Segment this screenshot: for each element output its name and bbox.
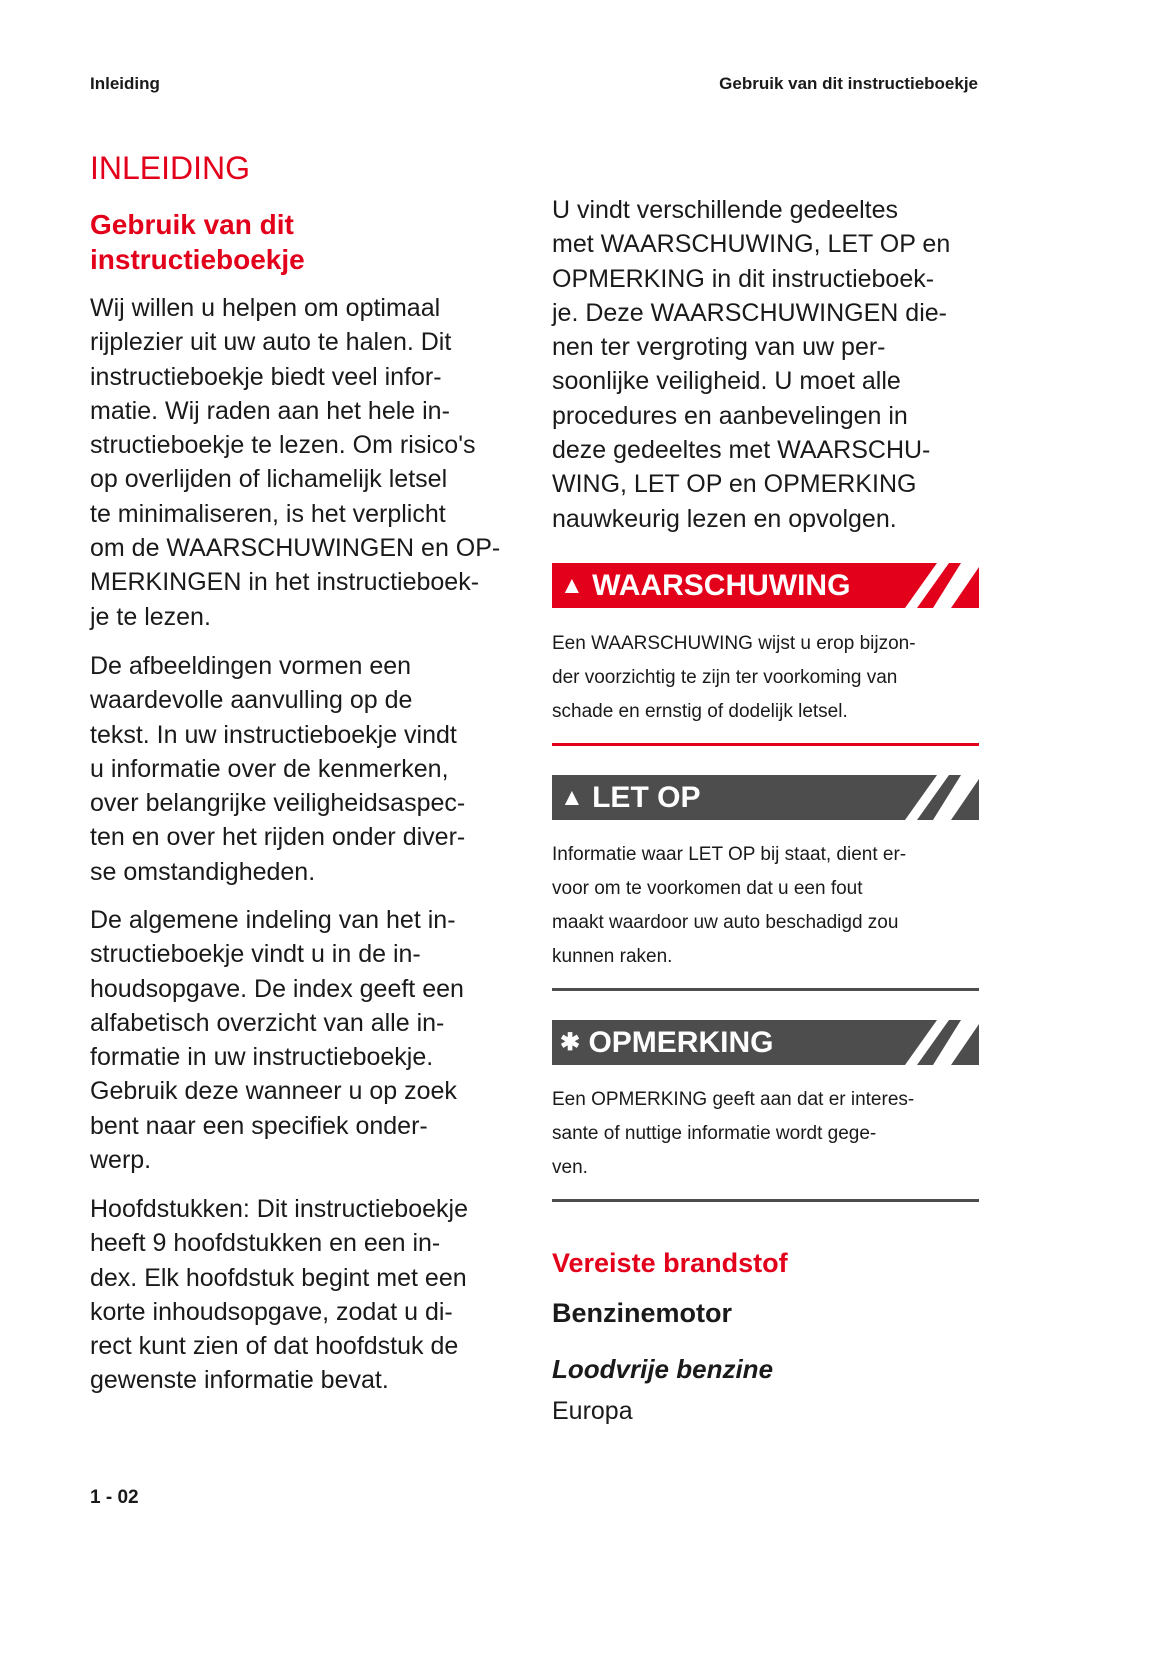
paragraph: De afbeeldingen vormen een waardevolle aanvulling op de tekst. In uw instructieboekje vindt u informatie over de kenmerken, over belangrijke veiligheidsaspec- ten en over het rijden onder diver- se omstandigheden. [90, 652, 466, 886]
paragraph: De algemene indeling van het in- structieboekje vindt u in de in- houdsopgave. De index geeft een alfabetisch overzicht van alle in- formatie in uw instructieboekje. Gebruik deze wanneer u op zoek bent naar een specifiek onder- werp. [90, 906, 464, 1175]
chapter-title: INLEIDING [90, 150, 251, 186]
engine-heading: Benzinemotor [552, 1298, 733, 1328]
caution-triangle-icon: ▲ [560, 784, 584, 811]
paragraph: Wij willen u helpen om optimaal rijplezier uit uw auto te halen. Dit instructieboekje biedt veel infor- matie. Wij raden aan het hele in- structieboekje te lezen. Om risico's op overlijden of lichamelijk letsel te minimaliseren, is het verplicht om de WAARSCHUWINGEN en OP- MERKINGEN in het instructieboek- je te lezen. [90, 294, 501, 631]
fuel-heading: Vereiste brandstof [552, 1248, 788, 1278]
note-text: Een OPMERKING geeft aan dat er interes- sante of nuttige informatie wordt gege- ven. [552, 1089, 915, 1178]
running-header-right: Gebruik van dit instructieboekje [719, 74, 978, 93]
divider [552, 743, 979, 746]
banner-label: WAARSCHUWING [592, 569, 851, 602]
note-banner [552, 1020, 979, 1065]
running-header-left: Inleiding [90, 74, 160, 93]
caution-text: Informatie waar LET OP bij staat, dient er- voor om te voorkomen dat u een fout maakt waardoor uw auto beschadigd zou kunnen raken. [552, 844, 907, 967]
fuel-type-heading: Loodvrije benzine [552, 1354, 774, 1384]
section-title: Gebruik van dit instructieboekje [90, 209, 305, 275]
stripes-icon [899, 1020, 979, 1065]
notice-intro: U vindt verschillende gedeeltes met WAARSCHUWING, LET OP en OPMERKING in dit instructieboek- je. Deze WAARSCHUWINGEN die- nen ter vergroting van uw per- soonlijke veiligheid. U moet alle procedures en aanbevelingen in deze gedeeltes met WAARSCHU- WING, LET OP en OPMERKING nauwkeurig lezen en opvolgen. [552, 196, 951, 533]
page-number: 1 - 02 [90, 1487, 139, 1508]
warning-triangle-icon: ▲ [560, 572, 584, 599]
caution-banner [552, 775, 979, 820]
paragraph: Hoofdstukken: Dit instructieboekje heeft 9 hoofdstukken en een in- dex. Elk hoofdstuk begint met een korte inhoudsopgave, zodat u di- rect kunt zien of dat hoofdstuk de gewenste informatie bevat. [90, 1195, 468, 1395]
divider [552, 988, 979, 991]
region-text: Europa [552, 1397, 633, 1425]
warning-text: Een WAARSCHUWING wijst u erop bijzon- der voorzichtig te zijn ter voorkoming van schade en ernstig of dodelijk letsel. [552, 633, 916, 722]
stripes-icon [899, 775, 979, 820]
warning-banner [552, 563, 979, 608]
stripes-icon [899, 563, 979, 608]
divider [552, 1199, 979, 1202]
banner-label: LET OP [592, 781, 701, 814]
banner-label: OPMERKING [588, 1026, 774, 1059]
asterisk-icon: ✱ [560, 1029, 581, 1056]
